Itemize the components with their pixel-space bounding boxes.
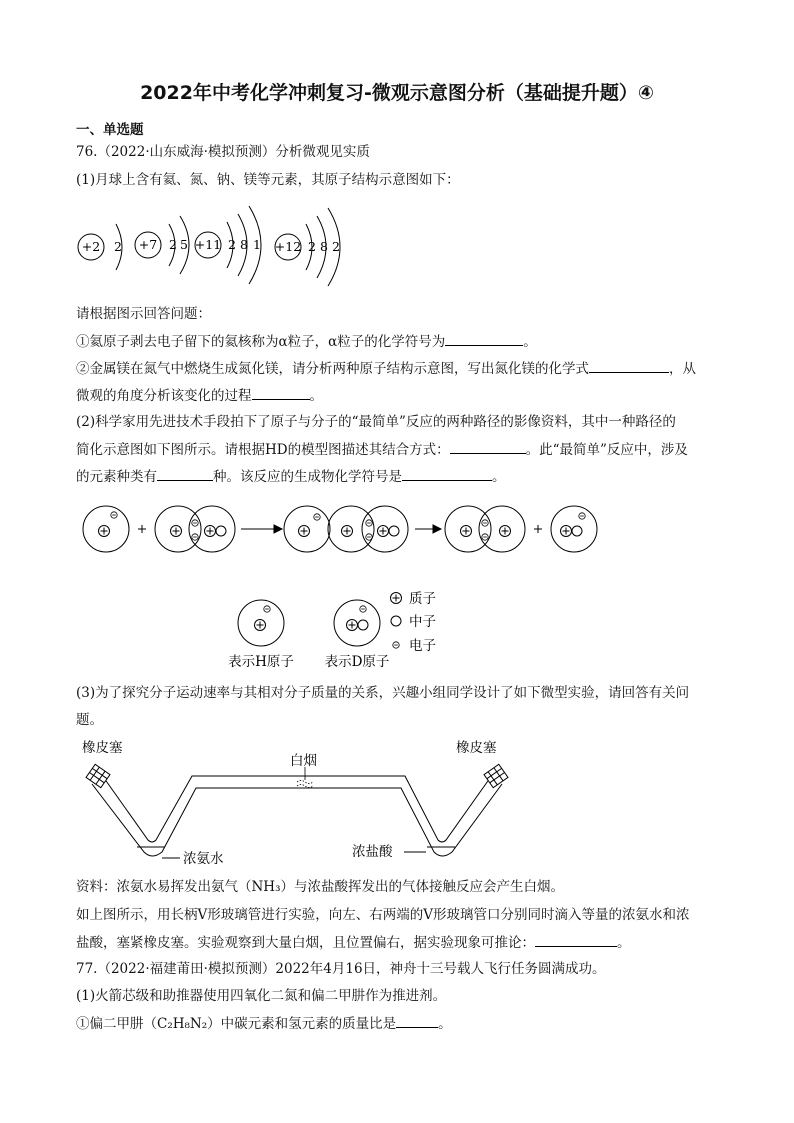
q76-part3-desc2: 盐酸，塞紧橡皮塞。实验观察到大量白烟，且位置偏右，据实验现象可推论： 。 — [76, 932, 631, 953]
answer-blank-7[interactable] — [535, 932, 617, 947]
left-stopper-icon — [86, 764, 110, 787]
stopper-right-label: 橡皮塞 — [456, 740, 497, 756]
white-smoke-label: 白烟 — [290, 753, 317, 769]
q76-part3-desc: 如上图所示，用长柄V形玻璃管进行实验，向左、右两端的V形玻璃管口分别同时滴入等量的浓氨水和浓 — [76, 907, 690, 923]
answer-blank-6[interactable] — [402, 466, 492, 481]
atom-he-shell-1: 2 — [114, 239, 122, 254]
q76-sub2-cont: 微观的角度分析该变化的过程 。 — [76, 385, 323, 406]
hcl-label: 浓盐酸 — [352, 844, 393, 860]
d-atom-label: 表示D原子 — [324, 654, 390, 670]
atom-na-shell-3: 1 — [253, 237, 261, 252]
q76-part2-line2: 简化示意图如下图所示。请根据HD的模型图描述其结合方式： 。此“最简单”反应中，涉及 — [76, 439, 688, 460]
answer-blank-4[interactable] — [450, 439, 526, 454]
white-smoke-icon — [297, 767, 313, 788]
q76-part2: (2)科学家用先进技术手段拍下了原子与分子的“最简单”反应的两种路径的影像资料，其中一种路径的 — [76, 414, 676, 430]
q76-part3-cont: 题。 — [76, 712, 103, 728]
q76-sub1: ①氦原子剥去电子留下的氦核称为α粒子，α粒子的化学符号为 。 — [76, 331, 537, 352]
page-title: 2022年中考化学冲刺复习-微观示意图分析（基础提升题）④ — [140, 82, 654, 104]
stopper-left-label: 橡皮塞 — [82, 740, 123, 756]
legend-proton: 质子 — [409, 591, 436, 607]
v-tube-apparatus — [76, 734, 546, 874]
q76-part1: (1)月球上含有氦、氮、钠、镁等元素，其原子结构示意图如下： — [76, 172, 460, 188]
answer-blank-3[interactable] — [252, 385, 310, 400]
q76-material-note: 资料：浓氨水易挥发出氨气（NH₃）与浓盐酸挥发出的气体接触反应会产生白烟。 — [76, 879, 564, 895]
answer-blank-1[interactable] — [445, 331, 523, 346]
reaction-path-diagram — [76, 496, 616, 676]
atom-mg-shell-3: 2 — [332, 239, 340, 254]
q76-part2-line3: 的元素种类有 种。该反应的生成物化学符号是 。 — [76, 466, 506, 487]
atom-mg-shell-2: 8 — [320, 239, 328, 254]
q77-part1: (1)火箭芯级和助推器使用四氧化二氮和偏二甲肼作为推进剂。 — [76, 988, 447, 1004]
h-atom-label: 表示H原子 — [228, 654, 294, 670]
ammonia-label: 浓氨水 — [183, 851, 224, 867]
q76-sub2: ②金属镁在氮气中燃烧生成氮化镁，请分析两种原子结构示意图，写出氮化镁的化学式 ，从 — [76, 358, 696, 379]
answer-blank-2[interactable] — [589, 358, 669, 373]
atom-na-nucleus: +11 — [194, 237, 222, 252]
q77-sub1: ①偏二甲肼（C₂H₈N₂）中碳元素和氢元素的质量比是 。 — [76, 1013, 452, 1034]
section-heading: 一、单选题 — [76, 122, 144, 138]
atom-na-shell-2: 8 — [240, 237, 248, 252]
answer-blank-5[interactable] — [157, 466, 213, 481]
atom-he-nucleus: +2 — [81, 239, 101, 254]
atom-n-nucleus: +7 — [138, 237, 158, 252]
atom-n-shell-2: 5 — [180, 237, 188, 252]
legend-electron: 电子 — [409, 638, 436, 654]
atom-n-shell-1: 2 — [169, 237, 177, 252]
q76-header: 76.（2022·山东威海·模拟预测）分析微观见实质 — [76, 144, 370, 160]
q76-part3: (3)为了探究分子运动速率与其相对分子质量的关系，兴趣小组同学设计了如下微型实验，请回答有关问 — [76, 685, 690, 701]
q77-header: 77.（2022·福建莆田·模拟预测）2022年4月16日，神舟十三号载人飞行任务圆满成功。 — [76, 961, 606, 977]
atom-na-shell-1: 2 — [228, 237, 236, 252]
answer-blank-8[interactable] — [396, 1013, 438, 1028]
right-stopper-icon — [484, 764, 508, 787]
q76-prompt: 请根据图示回答问题： — [76, 306, 211, 322]
atom-mg-nucleus: +12 — [274, 239, 302, 254]
atom-mg-shell-1: 2 — [308, 239, 316, 254]
atom-structure-diagram — [76, 196, 366, 296]
legend-neutron: 中子 — [409, 614, 436, 630]
